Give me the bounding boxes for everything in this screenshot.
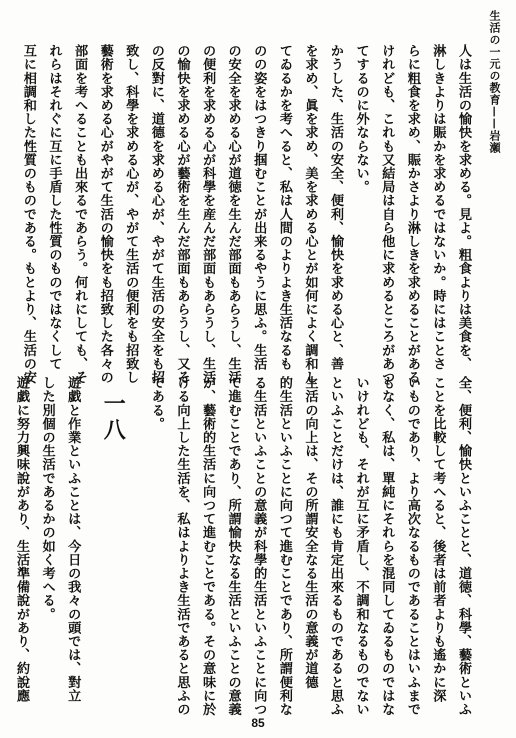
text-column: かうした、生活の安全、便利、愉快を求める心と、善 xyxy=(328,44,344,371)
text-column: けれども、これも又結局は自ら他に求めるところがあつ xyxy=(379,44,395,384)
text-column: れらはそれぐに互に手盾した性質のものではなくして xyxy=(46,44,62,371)
text-column: て進むことであり、所謂愉快なる生活といふことの意義 xyxy=(225,376,241,716)
text-column: 的生活といふことに向つて進むことであり、所謂便利な xyxy=(276,376,292,716)
text-column: る生活といふことの意義が科學的生活といふことに向つ xyxy=(251,376,267,716)
body-text-upper xyxy=(15,44,476,384)
text-column: した別個の生活であるかの如く考へる。 xyxy=(39,376,55,621)
text-column: 致し、科學を求める心が、やがて生活の便利をも招致し xyxy=(123,44,139,384)
text-column: いものであり、より高次なるものであることはいふまで xyxy=(404,376,420,716)
text-column: が、藝術的生活に向つて進むことである。その意味に於 xyxy=(200,376,216,716)
text-column: 淋しきよりは賑かを求めるではないか。時にはことさ xyxy=(430,44,446,371)
body-text-new-section xyxy=(8,376,85,708)
text-column: である。 xyxy=(148,376,164,431)
running-header: 生活の一元の教育——岩瀬 xyxy=(488,10,501,154)
text-column: 生活の向上は、その所謂安全なる生活の意義が道德 xyxy=(302,376,318,689)
text-column: といふことだけは、誰にも肯定出來るものであると思ふ xyxy=(328,376,344,716)
text-column: いけれども、それが互に矛盾し、不調和なるものでない xyxy=(353,376,369,716)
text-column: のの姿をはつきり掴むことが出来るやうに思ふ。生活 xyxy=(251,44,267,371)
text-column: を求め、眞を求め、美を求める心とが如何によく調和し xyxy=(302,44,318,384)
text-column: 藝術を求める心がやがて生活の愉快をも招致した各々の xyxy=(97,44,113,384)
text-column: の便利を求める心が科學を産んだ部面もあらうし、生活 xyxy=(200,44,216,384)
text-column: てゐるかを考へると、私は人間のよりよき生活なるも xyxy=(276,44,292,371)
text-column: ける向上した生活を、私はよりよき生活であると思ふの xyxy=(174,376,190,716)
text-column: 全、便利、愉快といふことと、道徳、科學、藝術といふ xyxy=(456,376,471,716)
text-column: の反對に、道德を求める心が、やがて生活の安全をも招 xyxy=(148,44,164,384)
text-column: 部面を考へることも出來るであらう。何れにしても、そ xyxy=(72,44,88,384)
text-column: てするのに外ならない。 xyxy=(353,44,369,194)
text-column: の愉快を求める心が藝術を生んだ部面もあらうし、又そ xyxy=(174,44,190,384)
text-column: 人は生活の愉快を求める。見よ。粗食よりは美食を、 xyxy=(456,44,471,371)
text-column: 遊戯と作業といふことは、今日の我々の頭では、對立 xyxy=(65,376,81,703)
text-column: もなく、私は、單純にそれらを混同してゐるものではな xyxy=(379,376,395,716)
body-text-lower-continued xyxy=(143,376,476,716)
text-column: 遊戯に努力興味說があり、生活準備說があり、約說應 xyxy=(14,376,30,703)
text-column: らに粗食を求め、賑かさより淋しきを求めることがある xyxy=(404,44,420,384)
text-column: ことを比較して考へると、後者は前者よりも遙かに深 xyxy=(430,376,446,703)
page-number: 85 xyxy=(251,716,265,730)
text-column: の安全を求める心が道徳を生んだ部面もあらうし、生活 xyxy=(225,44,241,384)
section-number: 一八 xyxy=(100,392,127,444)
text-column: 互に相調和した性質のものである。もとより、生活の安 xyxy=(20,44,36,384)
